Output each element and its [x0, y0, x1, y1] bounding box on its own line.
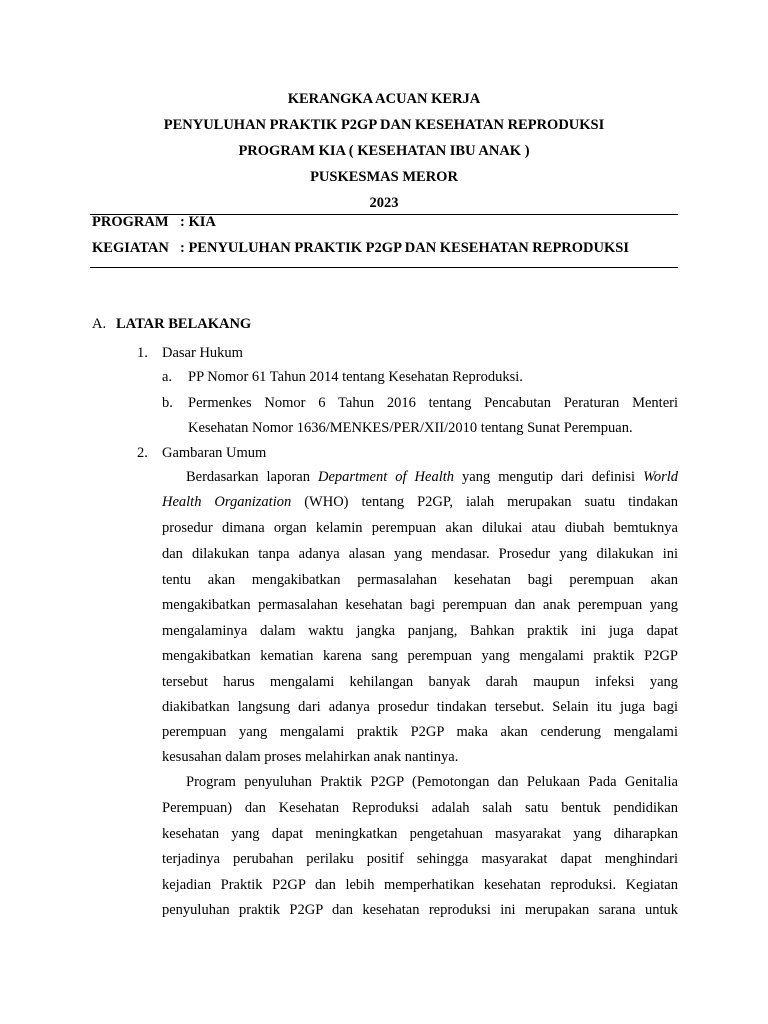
- title-line-5: 2023: [369, 195, 399, 211]
- p1-l1-em: Department of Health: [317, 469, 455, 485]
- kegiatan-value: : PENYULUHAN PRAKTIK P2GP DAN KESEHATAN REPRODUKSI: [180, 240, 629, 256]
- section-a-number: A.: [92, 316, 107, 332]
- p1-l1-em2: World: [643, 469, 678, 485]
- p1-line-6: mengakibatkan permasalahan kesehatan bagi perempuan dan anak perempuan yang: [162, 597, 678, 613]
- p1-line-12: kesusahan dalam proses melahirkan anak nantinya.: [162, 749, 459, 765]
- item-1-number: 1.: [137, 345, 148, 361]
- p1-line-2: [162, 492, 678, 512]
- program-line: [92, 214, 216, 231]
- item-1b-line-2: Kesehatan Nomor 1636/MENKES/PER/XII/2010 tentang Sunat Perempuan.: [188, 420, 633, 436]
- p1-line-9: tersebut harus mengalami kehilangan banyak darah maupun infeksi yang: [162, 674, 678, 690]
- item-1a-label: a.: [162, 369, 173, 385]
- section-a-heading: [92, 316, 251, 333]
- program-value: : KIA: [180, 214, 216, 230]
- p1-line-8: mengakibatkan kematian karena sang perempuan yang mengalami praktik P2GP: [162, 648, 678, 664]
- p2-line-6: penyuluhan praktik P2GP dan kesehatan reproduksi ini merupakan sarana untuk: [162, 902, 678, 918]
- p2-line-4: terjadinya perubahan perilaku positif sehingga masyarakat dapat menghindari: [162, 851, 678, 867]
- p1-line-5: tentu akan mengakibatkan permasalahan kesehatan bagi perempuan akan: [162, 572, 678, 588]
- title-line-3: PROGRAM KIA ( KESEHATAN IBU ANAK ): [238, 143, 530, 159]
- p2-line-2: Perempuan) dan Kesehatan Reproduksi adalah salah satu bentuk pendidikan: [162, 800, 678, 816]
- item-1a-text: PP Nomor 61 Tahun 2014 tentang Kesehatan Reproduksi.: [188, 369, 523, 385]
- kegiatan-line: [92, 240, 629, 257]
- item-1b-label: b.: [162, 395, 173, 411]
- p1-line-7: mengalaminya dalam waktu jangka panjang, Bahkan praktik ini juga dapat: [162, 623, 678, 639]
- divider-bottom: [90, 267, 678, 268]
- p1-l2-em: Health Organization: [162, 494, 292, 510]
- program-key: PROGRAM: [92, 214, 169, 230]
- p1-line-4: dan dilakukan tanpa adanya alasan yang mendasar. Prosedur yang dilakukan ini: [162, 546, 678, 562]
- p1-line-3: prosedur dimana organ kelamin perempuan akan dilukai atau diubah bemtuknya: [162, 520, 678, 536]
- title-line-2: PENYULUHAN PRAKTIK P2GP DAN KESEHATAN REPRODUKSI: [163, 117, 605, 133]
- item-2-number: 2.: [137, 445, 148, 461]
- p1-line-11: perempuan yang mengalami praktik P2GP maka akan cenderung mengalami: [162, 724, 678, 740]
- title-line-1: KERANGKA ACUAN KERJA: [287, 91, 481, 107]
- item-1-title: Dasar Hukum: [162, 345, 243, 361]
- title-line-4: PUSKESMAS MEROR: [310, 169, 458, 185]
- p1-l2-rest: (WHO) tentang P2GP, ialah merupakan suatu tindakan: [291, 494, 678, 510]
- p2-line-5: kejadian Praktik P2GP dan lebih memperhatikan kesehatan reproduksi. Kegiatan: [162, 877, 678, 893]
- p1-line-10: diakibatkan langsung dari adanya prosedur tindakan tersebut. Selain itu juga bagi: [162, 699, 678, 715]
- section-a-title: LATAR BELAKANG: [116, 316, 252, 332]
- p2-line-1: Program penyuluhan Praktik P2GP (Pemotongan dan Pelukaan Pada Genitalia: [186, 774, 678, 790]
- item-1b-line-1: Permenkes Nomor 6 Tahun 2016 tentang Pencabutan Peraturan Menteri: [188, 395, 678, 411]
- p1-line-1: [186, 467, 678, 487]
- item-2-title: Gambaran Umum: [162, 445, 267, 461]
- p2-line-3: kesehatan yang dapat meningkatkan pengetahuan masyarakat yang diharapkan: [162, 826, 678, 842]
- p1-l1-mid: yang mengutip dari definisi: [454, 469, 644, 485]
- p1-l1-pre: Berdasarkan laporan: [186, 469, 318, 485]
- kegiatan-key: KEGIATAN: [92, 240, 169, 256]
- document-title-block: [90, 86, 678, 216]
